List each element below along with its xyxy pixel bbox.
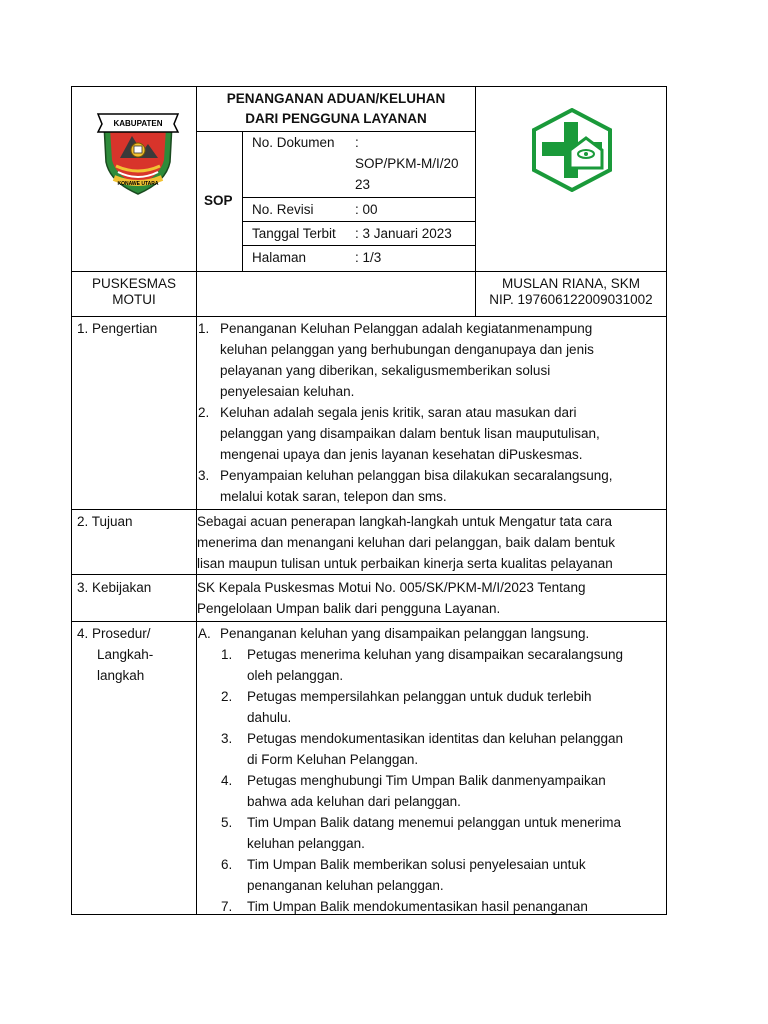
pengertian-item-3-num: 3. (198, 468, 210, 483)
step-1-line-2: oleh pelanggan. (247, 668, 344, 683)
section-label-kebijakan: 3. Kebijakan (77, 580, 152, 595)
step-7-num: 7. (221, 899, 233, 914)
emblem-banner-text: KABUPATEN (113, 119, 163, 128)
prosedur-heading-letter: A. (198, 626, 211, 641)
puskesmas-logo-icon (530, 108, 614, 192)
step-6-line-2: penanganan keluhan pelanggan. (247, 878, 444, 893)
pengertian-item-2-line-1: Keluhan adalah segala jenis kritik, saran atau masukan dari (220, 405, 577, 420)
pengertian-item-1-line-2: keluhan pelanggan yang berhubungan denganupaya dan jenis (220, 342, 594, 357)
pengertian-item-2-line-2: pelanggan yang disampaikan dalam bentuk lisan mauputulisan, (220, 426, 600, 441)
row-pengertian-bottom (71, 509, 667, 510)
field-label-revisi: No. Revisi (252, 202, 314, 217)
pengertian-item-1-line-3: pelayanan yang diberikan, sekaligusmemberikan solusi (220, 363, 551, 378)
pengertian-item-3-line-1: Penyampaian keluhan pelanggan bisa dilakukan secaralangsung, (220, 468, 613, 483)
document-title-line1: PENANGANAN ADUAN/KELUHAN (226, 91, 446, 106)
step-2-num: 2. (221, 689, 233, 704)
step-2-line-2: dahulu. (247, 710, 292, 725)
field-value-revisi: : 00 (355, 202, 378, 217)
step-6-num: 6. (221, 857, 233, 872)
pengertian-item-3-line-2: melalui kotak saran, telepon dan sms. (220, 489, 447, 504)
field-value-terbit: : 3 Januari 2023 (355, 226, 452, 241)
row-terbit-bottom (242, 245, 476, 246)
section-label-prosedur-1: 4. Prosedur/ (77, 626, 151, 641)
section-label-prosedur-3: langkah (97, 668, 145, 683)
row-title-bottom (196, 131, 476, 132)
row-tujuan-bottom (71, 574, 667, 575)
tujuan-line-3: lisan maupun tulisan untuk perbaikan kinerja serta kualitas pelayanan (197, 556, 613, 571)
step-3-line-1: Petugas mendokumentasikan identitas dan keluhan pelanggan (247, 731, 624, 746)
step-2-line-1: Petugas mempersilahkan pelanggan untuk duduk terlebih (247, 689, 592, 704)
border-right (666, 86, 667, 915)
step-7-line-1: Tim Umpan Balik mendokumentasikan hasil penanganan (247, 899, 588, 914)
emblem-bottom-text: KONAWE UTARA (117, 181, 159, 187)
row-dokumen-bottom (242, 197, 476, 198)
field-label-dokumen: No. Dokumen (252, 135, 335, 150)
tujuan-line-1: Sebagai acuan penerapan langkah-langkah untuk Mengatur tata cara (197, 514, 613, 529)
kebijakan-line-1: SK Kepala Puskesmas Motui No. 005/SK/PKM-M/I/2023 Tentang (197, 580, 586, 595)
step-4-line-2: bahwa ada keluhan dari pelanggan. (247, 794, 461, 809)
step-6-line-1: Tim Umpan Balik memberikan solusi penyelesaian untuk (247, 857, 586, 872)
col-divider-2 (242, 131, 243, 271)
field-value-dokumen-1: : (355, 135, 359, 150)
step-5-line-1: Tim Umpan Balik datang menemui pelanggan untuk menerima (247, 815, 621, 830)
field-value-dokumen-3: 23 (355, 177, 371, 192)
kebijakan-line-2: Pengelolaan Umpan balik dari pengguna Layanan. (197, 601, 501, 616)
org-name-line1: PUSKESMAS (91, 276, 177, 291)
row-kebijakan-bottom (71, 621, 667, 622)
step-4-num: 4. (221, 773, 233, 788)
row-header-bottom (71, 271, 667, 272)
step-1-line-1: Petugas menerima keluhan yang disampaikan secaralangsung (247, 647, 623, 662)
official-nip: NIP. 197606122009031002 (489, 292, 653, 307)
col-divider-1 (196, 86, 197, 915)
pengertian-item-1-line-1: Penanganan Keluhan Pelanggan adalah kegiatanmenampung (220, 321, 593, 336)
step-5-num: 5. (221, 815, 233, 830)
field-value-dokumen-2: SOP/PKM-M/I/20 (355, 156, 459, 171)
section-label-pengertian: 1. Pengertian (77, 321, 158, 336)
section-label-prosedur-2: Langkah- (97, 647, 154, 662)
pengertian-item-1-num: 1. (198, 321, 210, 336)
step-3-num: 3. (221, 731, 233, 746)
step-5-line-2: keluhan pelanggan. (247, 836, 365, 851)
field-value-halaman: : 1/3 (355, 250, 382, 265)
field-label-halaman: Halaman (252, 250, 307, 265)
regency-emblem-icon (96, 106, 180, 196)
sop-label: SOP (204, 193, 233, 208)
pengertian-item-2-num: 2. (198, 405, 210, 420)
prosedur-heading: Penanganan keluhan yang disampaikan pelanggan langsung. (220, 626, 590, 641)
step-4-line-1: Petugas menghubungi Tim Umpan Balik danmenyampaikan (247, 773, 606, 788)
field-label-terbit: Tanggal Terbit (252, 226, 336, 241)
step-3-line-2: di Form Keluhan Pelanggan. (247, 752, 419, 767)
row-revisi-bottom (242, 221, 476, 222)
pengertian-item-2-line-3: mengenai upaya dan jenis layanan kesehatan diPuskesmas. (220, 447, 583, 462)
section-label-tujuan: 2. Tujuan (77, 514, 133, 529)
pengertian-item-1-line-4: penyelesaian keluhan. (220, 384, 355, 399)
border-top (71, 86, 667, 87)
document-title-line2: DARI PENGGUNA LAYANAN (245, 111, 427, 126)
row-org-bottom (71, 316, 667, 317)
tujuan-line-2: menerima dan menangani keluhan dari pelanggan, baik dalam bentuk (197, 535, 616, 550)
org-name-line2: MOTUI (112, 292, 156, 307)
official-name: MUSLAN RIANA, SKM (501, 276, 641, 291)
step-1-num: 1. (221, 647, 233, 662)
border-left (71, 86, 72, 915)
